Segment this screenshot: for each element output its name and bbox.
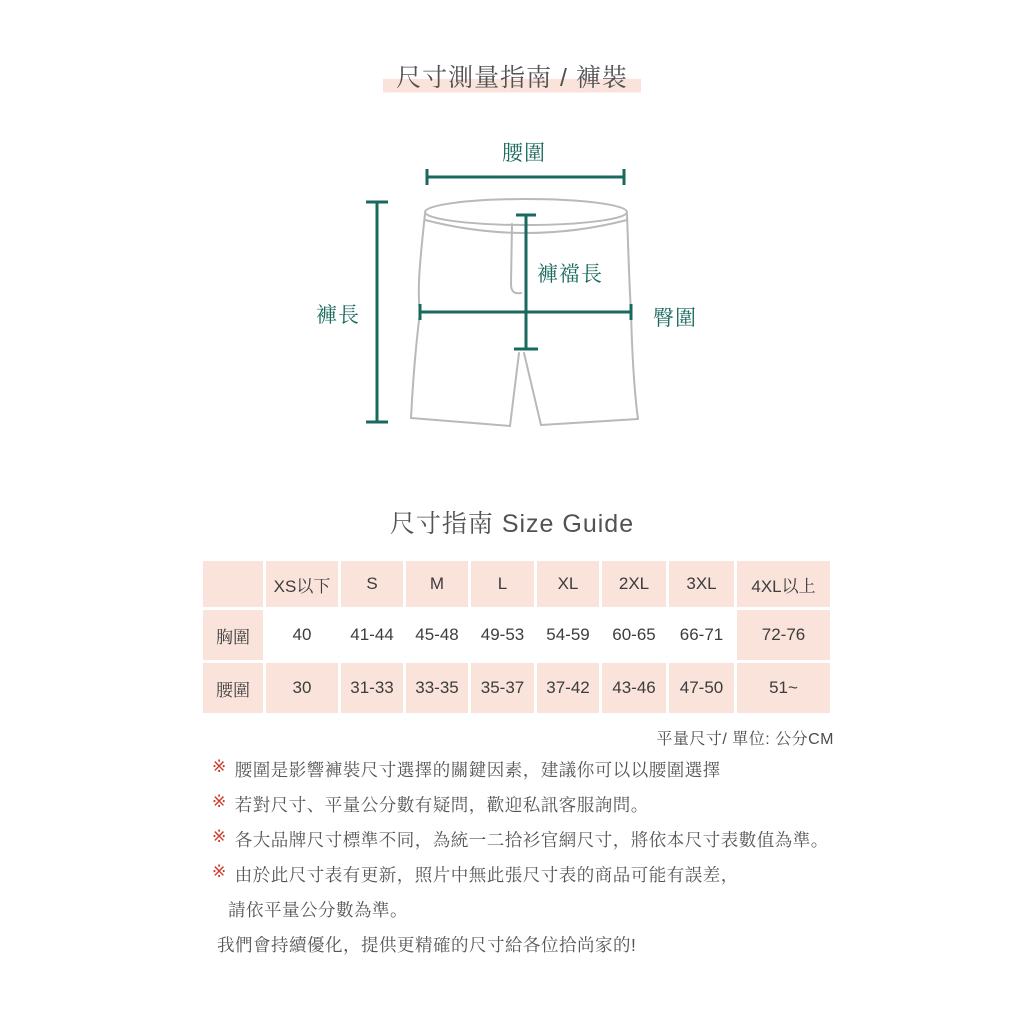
header-cell-xs: XS以下 — [266, 561, 338, 607]
page-title-text: 尺寸測量指南 / 褲裝 — [383, 58, 641, 94]
pants-length-label: 褲長 — [316, 304, 360, 327]
note-item — [212, 757, 892, 779]
waist-value-xs: 30 — [266, 663, 338, 713]
unit-note: 平量尺寸/ 單位: 公分CM — [656, 731, 834, 748]
crotch-length-label: 褲襠長 — [537, 263, 603, 286]
waist-value-4xl: 51~ — [737, 663, 830, 713]
header-cell-2xl: 2XL — [602, 561, 666, 607]
chest-value-xl: 54-59 — [537, 610, 599, 660]
asterisk-marker-icon: ※ — [212, 827, 227, 846]
waist-value-xl: 37-42 — [537, 663, 599, 713]
closing-note — [212, 932, 892, 954]
size-guide-heading: 尺寸指南 Size Guide — [389, 510, 635, 538]
header-cell-s: S — [341, 561, 403, 607]
header-cell-empty — [203, 561, 263, 607]
note-text: 若對尺寸、平量公分數有疑問，歡迎私訊客服詢問。 — [234, 795, 649, 815]
row-label-waist: 腰圍 — [203, 663, 263, 713]
table-row-chest — [203, 610, 830, 660]
asterisk-marker-icon: ※ — [212, 757, 227, 776]
chest-value-4xl: 72-76 — [737, 610, 830, 660]
chest-value-2xl: 60-65 — [602, 610, 666, 660]
header-cell-l: L — [471, 561, 534, 607]
waist-value-s: 31-33 — [341, 663, 403, 713]
measurement-lines — [366, 169, 631, 422]
pants-diagram — [300, 130, 720, 450]
footnotes — [212, 757, 892, 967]
header-cell-4xl: 4XL以上 — [737, 561, 830, 607]
table-row-waist — [203, 663, 830, 713]
header-cell-xl: XL — [537, 561, 599, 607]
asterisk-marker-icon: ※ — [212, 862, 227, 881]
header-cell-3xl: 3XL — [669, 561, 734, 607]
note-text: 我們會持續優化，提供更精確的尺寸給各位拾尚家的! — [217, 935, 637, 955]
row-label-chest: 胸圍 — [203, 610, 263, 660]
chest-value-3xl: 66-71 — [669, 610, 734, 660]
waist-value-l: 35-37 — [471, 663, 534, 713]
waist-label: 腰圍 — [502, 142, 546, 165]
size-table-container — [200, 558, 833, 716]
asterisk-marker-icon: ※ — [212, 792, 227, 811]
chest-value-xs: 40 — [266, 610, 338, 660]
chest-value-s: 41-44 — [341, 610, 403, 660]
note-continuation — [212, 897, 892, 919]
waist-value-3xl: 47-50 — [669, 663, 734, 713]
note-item — [212, 792, 892, 814]
size-table — [200, 558, 833, 716]
note-text: 請依平量公分數為準。 — [228, 900, 408, 920]
hip-label: 臀圍 — [653, 307, 697, 330]
note-item — [212, 862, 892, 884]
page-title — [0, 58, 1024, 94]
waist-value-2xl: 43-46 — [602, 663, 666, 713]
note-text: 由於此尺寸表有更新，照片中無此張尺寸表的商品可能有誤差， — [234, 865, 739, 885]
note-text: 腰圍是影響褲裝尺寸選擇的關鍵因素，建議你可以以腰圍選擇 — [234, 760, 721, 780]
note-text: 各大品牌尺寸標準不同，為統一二拾衫官網尺寸，將依本尺寸表數值為準。 — [234, 830, 829, 850]
waist-value-m: 33-35 — [406, 663, 468, 713]
note-item — [212, 827, 892, 849]
header-cell-m: M — [406, 561, 468, 607]
chest-value-m: 45-48 — [406, 610, 468, 660]
size-table-header-row — [203, 561, 830, 607]
chest-value-l: 49-53 — [471, 610, 534, 660]
